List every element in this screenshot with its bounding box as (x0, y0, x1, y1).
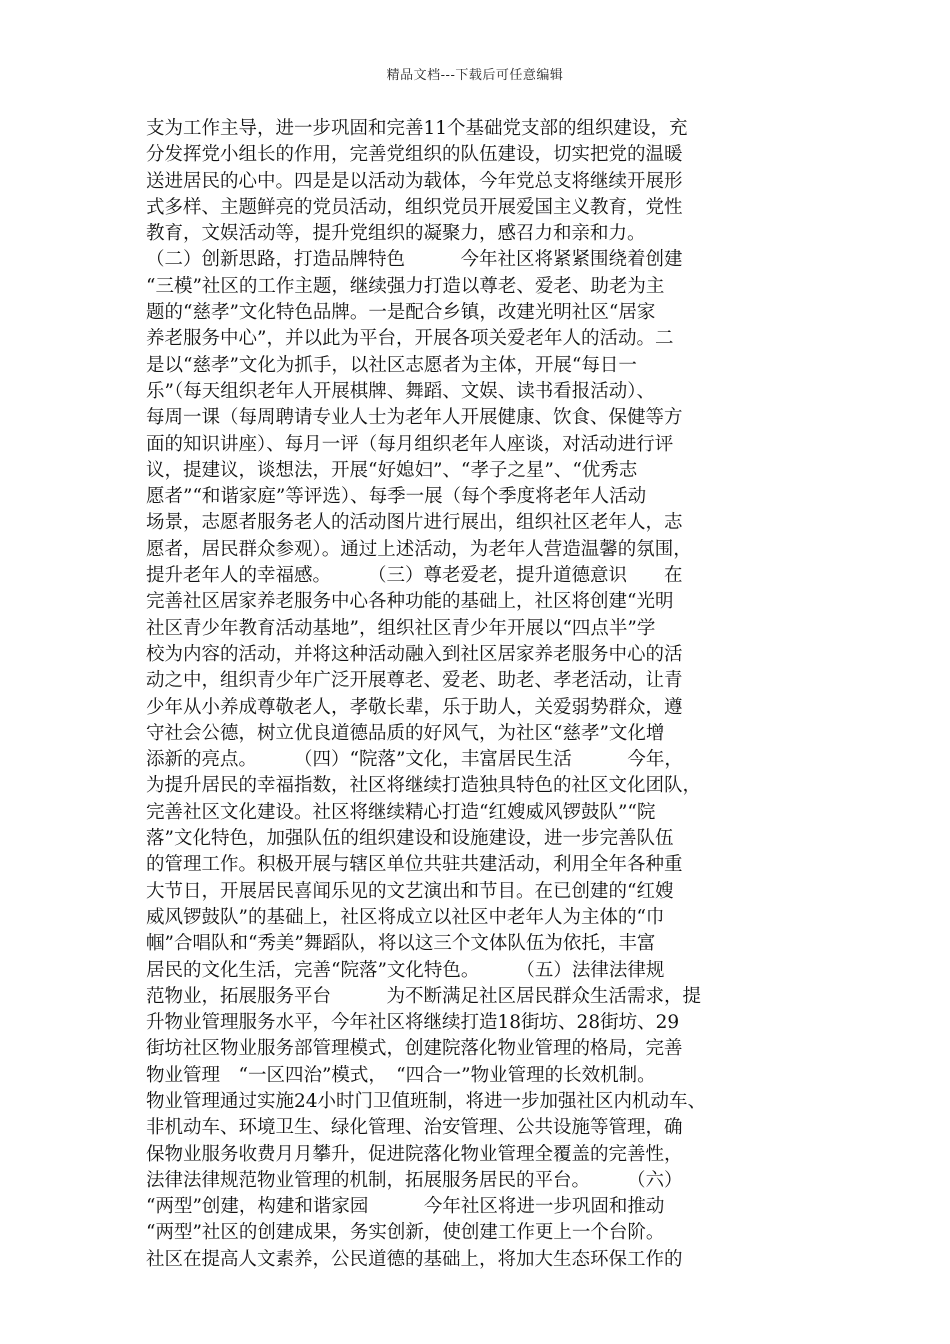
text-line: 乐”（每天组织老年人开展棋牌、舞蹈、文娱、读书看报活动）、 (146, 380, 655, 402)
text-line: 养老服务中心”，并以此为平台，开展各项关爱老年人的活动。二 (146, 328, 674, 350)
text-line: 居民的文化生活，完善“院落”文化特色。 （五）法律法律规 (146, 959, 665, 981)
text-line: 街坊社区物业服务部管理模式，创建院落化物业管理的格局，完善 (146, 1038, 683, 1060)
text-line: 大节日，开展居民喜闻乐见的文艺演出和节目。在已创建的“红嫂 (146, 880, 674, 902)
text-line: 添新的亮点。 （四）“院落”文化，丰富居民生活 今年， (146, 749, 683, 771)
text-line: 每周一课（每周聘请专业人士为老年人开展健康、饮食、保健等方 (146, 407, 683, 429)
text-line: 教育，文娱活动等，提升党组织的凝聚力，感召力和亲和力。 (146, 223, 646, 245)
text-line: 物业管理通过实施24小时门卫值班制，将进一步加强社区内机动车、 (146, 1090, 707, 1112)
text-line: 议，提建议，谈想法，开展“好媳妇”、“孝子之星”、“优秀志 (146, 459, 638, 481)
text-line: 提升老年人的幸福感。 （三）尊老爱老，提升道德意识 在 (146, 565, 683, 587)
text-line: 式多样、主题鲜亮的党员活动，组织党员开展爱国主义教育，党性 (146, 196, 683, 218)
text-line: 愿者”“和谐家庭”等评选）、每季一展（每个季度将老年人活动 (146, 486, 647, 508)
text-line: “两型”创建，构建和谐家园 今年社区将进一步巩固和推动 (146, 1196, 665, 1218)
text-line: 威风锣鼓队”的基础上，社区将成立以社区中老年人为主体的“巾 (146, 906, 665, 928)
text-line: 愿者，居民群众参观）。通过上述活动，为老年人营造温馨的氛围， (146, 538, 692, 560)
page-header: 精品文档---下载后可任意编辑 (386, 68, 564, 83)
text-line: 送进居民的心中。四是是以活动为载体，今年党总支将继续开展形 (146, 170, 683, 192)
text-line: 社区在提高人文素养，公民道德的基础上，将加大生态环保工作的 (146, 1248, 683, 1270)
text-line: 法律法律规范物业管理的机制，拓展服务居民的平台。 （六） (146, 1169, 683, 1191)
text-line: （二）创新思路，打造品牌特色 今年社区将紧紧围绕着创建 (146, 249, 683, 271)
text-line: 升物业管理服务水平，今年社区将继续打造18街坊、28街坊、29 (146, 1012, 680, 1034)
text-line: 范物业，拓展服务平台 为不断满足社区居民群众生活需求，提 (146, 985, 702, 1007)
text-line: “两型”社区的创建成果，务实创新，使创建工作更上一个台阶。 (146, 1222, 665, 1244)
text-line: 校为内容的活动，并将这种活动融入到社区居家养老服务中心的活 (146, 643, 683, 665)
text-line: 落”文化特色，加强队伍的组织建设和设施建设，进一步完善队伍 (146, 828, 674, 850)
text-line: 场景，志愿者服务老人的活动图片进行展出，组织社区老年人，志 (146, 512, 683, 534)
body-paragraph (146, 116, 816, 1273)
text-line: 完善社区居家养老服务中心各种功能的基础上，社区将创建“光明 (146, 591, 674, 613)
text-line: 守社会公德，树立优良道德品质的好风气，为社区“慈孝”文化增 (146, 722, 665, 744)
text-line: 为提升居民的幸福指数，社区将继续打造独具特色的社区文化团队， (146, 775, 702, 797)
text-line: 非机动车、环境卫生、绿化管理、治安管理、公共设施等管理，确 (146, 1117, 683, 1139)
text-line: 完善社区文化建设。社区将继续精心打造“红嫂威风锣鼓队”“院 (146, 801, 656, 823)
text-line: 社区青少年教育活动基地”，组织社区青少年开展以“四点半”学 (146, 617, 656, 639)
text-line: 帼”合唱队和“秀美”舞蹈队，将以这三个文体队伍为依托，丰富 (146, 933, 656, 955)
text-line: 面的知识讲座）、每月一评（每月组织老年人座谈，对活动进行评 (146, 433, 674, 455)
text-line: “三模”社区的工作主题，继续强力打造以尊老、爱老、助老为主 (146, 275, 665, 297)
text-line: 题的“慈孝”文化特色品牌。一是配合乡镇，改建光明社区“居家 (146, 302, 656, 324)
text-line: 物业管理 “一区四治”模式， “四合一”物业管理的长效机制。 (146, 1064, 656, 1086)
text-line: 分发挥党小组长的作用，完善党组织的队伍建设，切实把党的温暖 (146, 144, 683, 166)
text-line: 动之中，组织青少年广泛开展尊老、爱老、助老、孝老活动，让青 (146, 670, 683, 692)
text-line: 的管理工作。积极开展与辖区单位共驻共建活动，利用全年各种重 (146, 854, 683, 876)
text-line: 少年从小养成尊敬老人，孝敬长辈，乐于助人，关爱弱势群众，遵 (146, 696, 683, 718)
text-line: 保物业服务收费月月攀升，促进院落化物业管理全覆盖的完善性， (146, 1143, 683, 1165)
text-line: 支为工作主导，进一步巩固和完善11个基础党支部的组织建设，充 (146, 118, 688, 139)
text-line: 是以“慈孝”文化为抓手，以社区志愿者为主体，开展“每日一 (146, 354, 637, 376)
